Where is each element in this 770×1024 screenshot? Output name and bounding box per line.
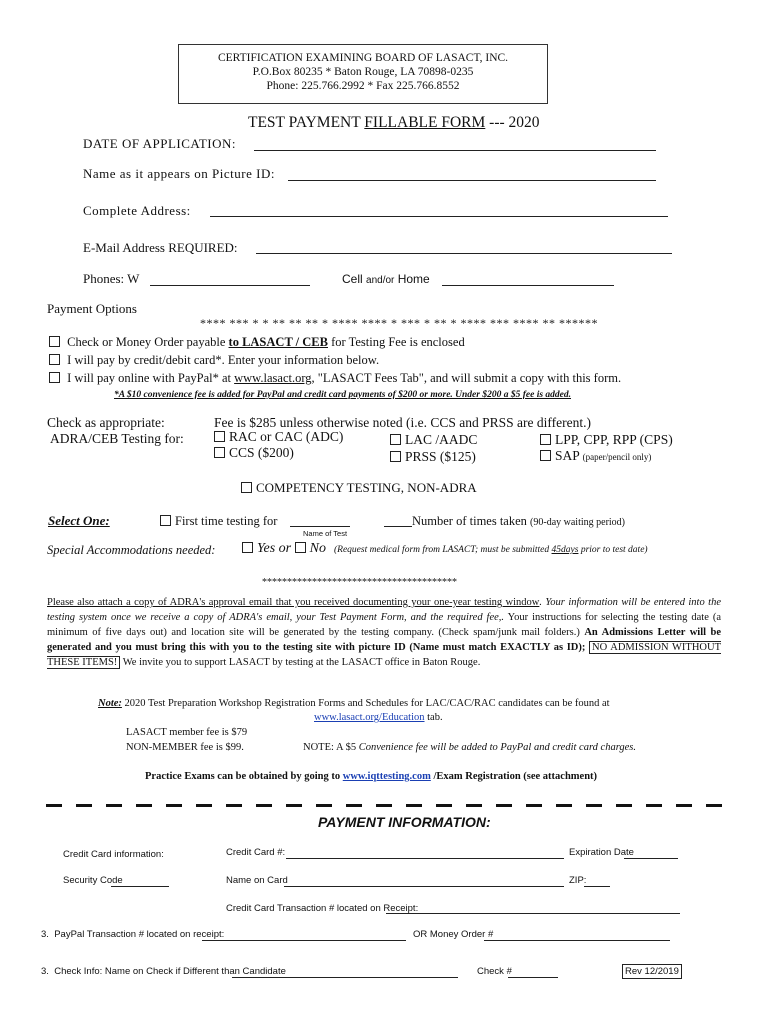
date-label: DATE OF APPLICATION: (83, 136, 237, 151)
cc-number-field[interactable] (286, 858, 564, 859)
zip-field[interactable] (584, 886, 610, 887)
checkbox[interactable] (540, 450, 551, 461)
fee-note: Fee is $285 unless otherwise noted (i.e. CCS and PRSS are different.) (214, 415, 591, 430)
option-prss[interactable]: PRSS ($125) (390, 449, 476, 465)
practice-exams: Practice Exams can be obtained by going to www.iqttesting.com /Exam Registration (see attachment) (145, 771, 598, 782)
cc-transaction-label: Credit Card Transaction # located on Receipt: (226, 903, 419, 914)
org-address: P.O.Box 80235 * Baton Rouge, LA 70898-0235 (252, 66, 474, 78)
cell-home-phone-field[interactable] (442, 285, 614, 286)
name-of-test-caption: Name of Test (303, 529, 348, 538)
revision-box: Rev 12/2019 (622, 964, 682, 979)
stars-divider: **** *** * * ** ** ** * **** **** * *** * ** * **** *** **** ** ****** (200, 316, 598, 330)
name-on-card-field[interactable] (284, 886, 564, 887)
option-competency[interactable]: COMPETENCY TESTING, NON-ADRA (241, 480, 477, 496)
option-lpp[interactable]: LPP, CPP, RPP (CPS) (540, 432, 673, 448)
adra-label: ADRA/CEB Testing for: (50, 431, 184, 446)
cc-number-label: Credit Card #: (226, 847, 286, 858)
checkbox[interactable] (241, 482, 252, 493)
cut-line-dash (316, 804, 332, 807)
workshop-link-line: www.lasact.org/Education tab. (314, 712, 443, 723)
cut-line-dash (616, 804, 632, 807)
accommodations-note: (Request medical form from LASACT; must be submitted 45days prior to test date) (334, 545, 648, 555)
option-first-time[interactable]: First time testing for (160, 514, 277, 529)
email-field[interactable] (256, 253, 672, 254)
cut-line-dash (376, 804, 392, 807)
cut-line-dash (586, 804, 602, 807)
member-fee: LASACT member fee is $79 (126, 727, 248, 738)
security-code-label: Security Code (63, 875, 123, 886)
payment-info-heading: PAYMENT INFORMATION: (318, 814, 491, 830)
org-phone: Phone: 225.766.2992 * Fax 225.766.8552 (266, 80, 460, 92)
check-number-label: Check # (477, 966, 512, 977)
check-number-field[interactable] (508, 977, 558, 978)
checkbox[interactable] (390, 451, 401, 462)
accommodations-options: Yes or No (242, 541, 326, 557)
form-title: TEST PAYMENT FILLABLE FORM --- 2020 (248, 114, 540, 131)
checkbox[interactable] (49, 372, 60, 383)
money-order-field[interactable] (484, 940, 670, 941)
times-taken-field[interactable] (384, 526, 412, 527)
cut-line-dash (136, 804, 152, 807)
name-on-card-label: Name on Card (226, 875, 288, 886)
paypal-transaction-field[interactable] (202, 940, 406, 941)
checkbox[interactable] (214, 431, 225, 442)
letterhead (178, 44, 548, 104)
cut-line-dash (646, 804, 662, 807)
cut-line-dash (436, 804, 452, 807)
checkbox[interactable] (49, 354, 60, 365)
cut-line-dash (466, 804, 482, 807)
test-name-field[interactable] (290, 526, 350, 527)
cut-line-dash (706, 804, 722, 807)
checkbox[interactable] (214, 447, 225, 458)
address-label: Complete Address: (83, 203, 191, 218)
cut-line-dash (286, 804, 302, 807)
cut-line-dash (196, 804, 212, 807)
option-credit-card[interactable]: I will pay by credit/debit card*. Enter your information below. (49, 353, 379, 368)
check-info-row: 3. Check Info: Name on Check if Different than Candidate (41, 966, 286, 977)
cc-transaction-field[interactable] (386, 913, 680, 914)
name-field[interactable] (288, 180, 656, 181)
lasact-link[interactable]: www.lasact.org (234, 371, 312, 385)
convenience-fee-note: *A $10 convenience fee is added for PayPal and credit card payments of $200 or more. Under $200 a $5 fee is added. (114, 390, 571, 400)
accommodations-label: Special Accommodations needed: (47, 543, 216, 557)
cut-line-dash (256, 804, 272, 807)
instructions-paragraph: Please also attach a copy of ADRA's approval email that you received documenting your one-year testing window. Your information will be entered into the testing system once we receive a copy of ADRA's email, your Test Payment Form, and the required fee,. Your instructions for selecting the testing date (a minimum of five days out) and location site will be generated by the testing company. (Check spam/junk mail folders.) An Admissions Letter will be generated and you must bring this with you to the testing site with picture ID (Name must match EXACTLY as ID); NO ADMISSION WITHOUT THESE ITEMS! We invite you to support LASACT by testing at the LASACT office in Baton Rouge. (47, 597, 722, 668)
select-one-label: Select One: (48, 513, 110, 528)
option-check[interactable]: Check or Money Order payable to LASACT / CEB for Testing Fee is enclosed (49, 335, 465, 350)
cut-line-dash (226, 804, 242, 807)
cell-home-label: Cell and/or Home (342, 272, 430, 286)
iqt-link[interactable]: www.iqttesting.com (342, 771, 431, 782)
name-label: Name as it appears on Picture ID: (83, 166, 275, 181)
payment-options-heading: Payment Options (47, 301, 137, 316)
security-code-field[interactable] (111, 886, 169, 887)
paypal-fee-note: NOTE: A $5 Convenience fee will be added to PayPal and credit card charges. (303, 742, 637, 753)
option-rac[interactable]: RAC or CAC (ADC) (214, 429, 343, 445)
checkbox[interactable] (390, 434, 401, 445)
cut-line-dash (526, 804, 542, 807)
yes-checkbox[interactable] (242, 542, 253, 553)
check-appropriate-label: Check as appropriate: (47, 415, 165, 430)
org-name: CERTIFICATION EXAMINING BOARD OF LASACT, INC. (217, 52, 509, 64)
email-label: E-Mail Address REQUIRED: (83, 240, 238, 255)
checkbox[interactable] (49, 336, 60, 347)
expiration-label: Expiration Date (569, 847, 634, 858)
money-order-label: OR Money Order # (413, 929, 494, 940)
option-lac[interactable]: LAC /AADC (390, 432, 477, 448)
checkbox[interactable] (160, 515, 171, 526)
phones-label: Phones: W (83, 271, 140, 286)
cut-line-dash (556, 804, 572, 807)
education-link[interactable]: www.lasact.org/Education (314, 712, 425, 723)
zip-label: ZIP: (569, 875, 587, 886)
stars-divider-2: *************************************** (262, 577, 457, 588)
work-phone-field[interactable] (150, 285, 310, 286)
expiration-field[interactable] (624, 858, 678, 859)
cut-line-dash (496, 804, 512, 807)
option-sap[interactable]: SAP (paper/pencil only) (540, 448, 651, 464)
option-paypal[interactable]: I will pay online with PayPal* at www.lasact.org, "LASACT Fees Tab", and will submit a copy with this form. (49, 371, 621, 386)
workshop-note: Note: 2020 Test Preparation Workshop Registration Forms and Schedules for LAC/CAC/RAC candidates can be found at (98, 698, 610, 709)
cc-info-label: Credit Card information: (63, 849, 164, 860)
times-taken-label: Number of times taken (90-day waiting period) (412, 514, 626, 528)
option-ccs[interactable]: CCS ($200) (214, 445, 294, 461)
no-admission-box: NO ADMISSION WITHOUT THESE ITEMS! (47, 642, 722, 668)
nonmember-fee: NON-MEMBER fee is $99. (126, 742, 244, 753)
check-name-field[interactable] (232, 977, 458, 978)
cut-line-dash (76, 804, 92, 807)
cut-line-dash (46, 804, 62, 807)
cut-line-dash (406, 804, 422, 807)
no-checkbox[interactable] (295, 542, 306, 553)
checkbox[interactable] (540, 434, 551, 445)
date-field[interactable] (254, 150, 656, 151)
cut-line-dash (166, 804, 182, 807)
address-field[interactable] (210, 216, 668, 217)
cut-line-dash (106, 804, 122, 807)
cut-line-dash (676, 804, 692, 807)
paypal-row: 3. PayPal Transaction # located on receipt: (41, 929, 225, 940)
cut-line-dash (346, 804, 362, 807)
